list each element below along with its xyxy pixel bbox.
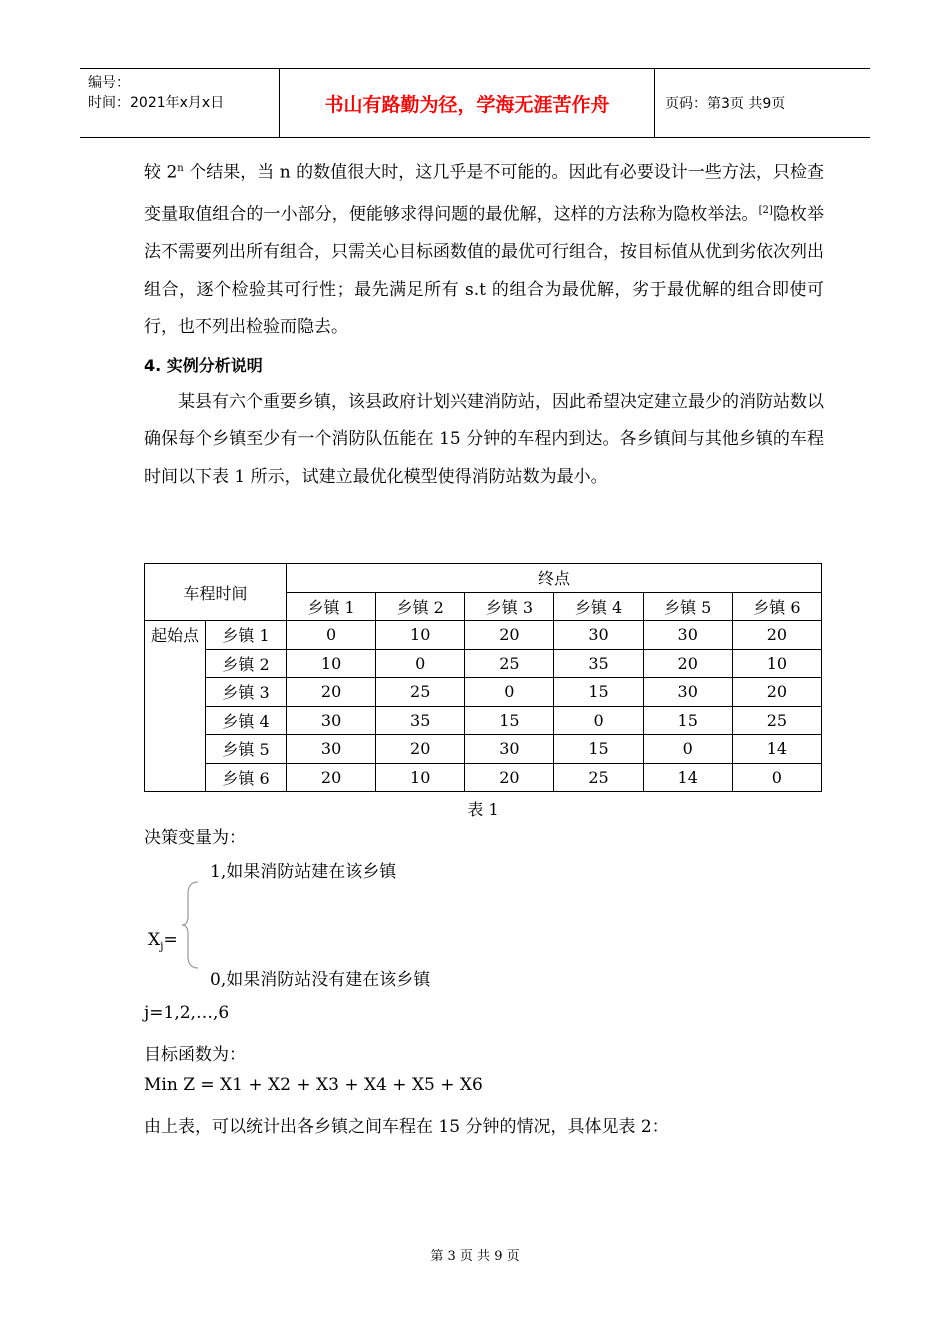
xj-label [148, 930, 178, 952]
p1-text-a: 较 2 [144, 162, 178, 183]
table-cell: 30 [643, 678, 732, 707]
column-header: 乡镇 1 [287, 592, 376, 621]
table-cell: 25 [554, 763, 643, 792]
table-cell: 0 [465, 678, 554, 707]
table-cell: 10 [376, 621, 465, 650]
header-meta [80, 69, 280, 137]
table-cell: 10 [287, 649, 376, 678]
j-range: j=1,2,…,6 [144, 1003, 230, 1023]
table-cell: 30 [287, 706, 376, 735]
number-label: 编号： [88, 75, 130, 91]
closing-sentence: 由上表，可以统计出各乡镇之间车程在 15 分钟的情况，具体见表 2： [144, 1117, 669, 1137]
table-cell: 30 [287, 735, 376, 764]
table-cell: 25 [376, 678, 465, 707]
table-cell: 15 [554, 678, 643, 707]
column-header: 乡镇 6 [732, 592, 821, 621]
header-page-label: 页码：第3页 共9页 [665, 96, 786, 112]
citation-ref: [2] [758, 205, 773, 217]
page-header [80, 68, 870, 138]
paragraph-problem: 某县有六个重要乡镇，该县政府计划兴建消防站，因此希望决定建立最少的消防站数以确保每个乡镇至少有一个消防队伍能在 15 分钟的车程内到达。各乡镇间与其他乡镇的车程时间以下表 1 所示，试建立最优化模型使得消防站数为最小。 [144, 391, 824, 487]
table-cell: 25 [732, 706, 821, 735]
column-header: 乡镇 2 [376, 592, 465, 621]
table-cell: 0 [376, 649, 465, 678]
column-header: 乡镇 4 [554, 592, 643, 621]
table-cell: 35 [376, 706, 465, 735]
row-header: 乡镇 3 [206, 678, 287, 707]
section-title: 4. 实例分析说明 [144, 355, 263, 375]
table-cell: 15 [643, 706, 732, 735]
decision-label: 决策变量为： [144, 828, 246, 848]
table-cell: 20 [465, 763, 554, 792]
table-cell: 10 [732, 649, 821, 678]
table-cell: 30 [554, 621, 643, 650]
xj-eq: = [163, 930, 178, 950]
table-cell: 14 [732, 735, 821, 764]
column-header: 乡镇 5 [643, 592, 732, 621]
table-cell: 10 [376, 763, 465, 792]
table-cell: 20 [643, 649, 732, 678]
row-header: 乡镇 2 [206, 649, 287, 678]
travel-time-table [144, 563, 822, 792]
row-header: 乡镇 1 [206, 621, 287, 650]
body-text [144, 150, 824, 496]
p1-superscript: n [177, 163, 184, 174]
p1-text-b: 个结果，当 n 的数值很大时，这几乎是不可能的。因此有必要设计一些方法，只检查变量取值组合的一小部分，便能够求得问题的最优解，这样的方法称为隐枚举法。 [144, 162, 824, 225]
table-row [145, 649, 822, 678]
row-header: 乡镇 5 [206, 735, 287, 764]
table-cell: 14 [643, 763, 732, 792]
table-cell: 20 [287, 763, 376, 792]
table-cell: 0 [643, 735, 732, 764]
row-header: 乡镇 4 [206, 706, 287, 735]
table-corner: 车程时间 [145, 564, 287, 621]
table-cell: 25 [465, 649, 554, 678]
page-footer: 第 3 页 共 9 页 [430, 1249, 520, 1264]
table-cell: 0 [554, 706, 643, 735]
table-cell: 20 [287, 678, 376, 707]
objective-formula: Min Z = X1 + X2 + X3 + X4 + X5 + X6 [144, 1075, 483, 1095]
table-row [145, 735, 822, 764]
objective-label: 目标函数为： [144, 1045, 246, 1065]
table-cell: 35 [554, 649, 643, 678]
table-cell: 30 [465, 735, 554, 764]
table-cell: 20 [376, 735, 465, 764]
table-cell: 0 [287, 621, 376, 650]
table-cell: 15 [465, 706, 554, 735]
case-zero: 0,如果消防站没有建在该乡镇 [210, 970, 431, 990]
table-cell: 15 [554, 735, 643, 764]
table-cell: 20 [732, 678, 821, 707]
table-cell: 30 [643, 621, 732, 650]
table-cell: 20 [732, 621, 821, 650]
header-motto: 书山有路勤为径，学海无涯苦作舟 [280, 69, 655, 137]
table-origin-header: 起始点 [145, 621, 206, 792]
table-row [145, 763, 822, 792]
row-header: 乡镇 6 [206, 763, 287, 792]
xj-sub: j [160, 939, 164, 953]
table-row [145, 706, 822, 735]
table-cell: 0 [732, 763, 821, 792]
brace-icon [180, 880, 202, 970]
column-header: 乡镇 3 [465, 592, 554, 621]
paragraph-implicit-enumeration [144, 150, 824, 347]
table-cell: 20 [465, 621, 554, 650]
time-label: 时间：2021年x月x日 [88, 95, 225, 111]
table-row [145, 678, 822, 707]
table-dest-header: 终点 [287, 564, 822, 593]
table-row [145, 621, 822, 650]
p1-text-c: 隐枚举法不需要列出所有组合，只需关心目标函数值的最优可行组合，按目标值从优到劣依次列出组合，逐个检验其可行性；最先满足所有 s.t 的组合为最优解，劣于最优解的组合即使可行，也不列出检验而隐去。 [144, 204, 824, 338]
table-caption: 表 1 [467, 800, 499, 819]
xj-main: X [148, 930, 161, 950]
case-one: 1,如果消防站建在该乡镇 [210, 862, 397, 882]
